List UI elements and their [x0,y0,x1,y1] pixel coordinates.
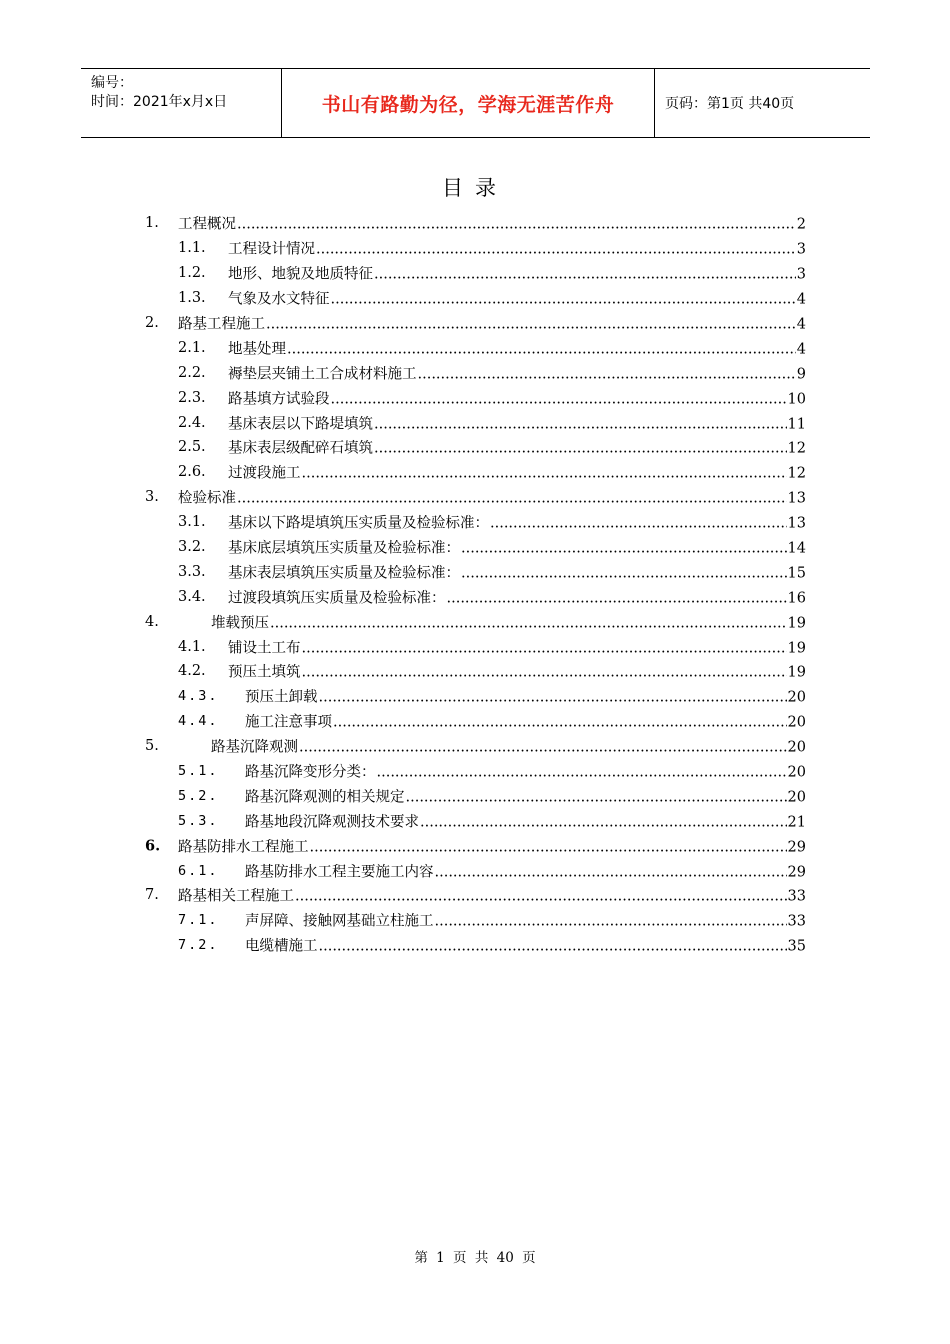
toc-entry-number: 6. [145,837,161,855]
toc-dot-leader [461,541,787,557]
toc-entry-line [228,437,806,458]
toc-entry-line [228,387,806,408]
toc-entry-number: 2.5. [178,439,206,456]
toc-entry-title: 路基填方试验段 [228,391,330,408]
toc-entry-number: 4. [145,613,159,630]
toc-entry-line [228,636,806,657]
toc-entry-number: 3. [145,489,159,506]
toc-entry-page: 29 [787,839,806,856]
toc-entry-number: 2.3. [178,389,206,406]
toc-dot-leader [435,914,787,930]
document-number-label: 编号： [91,75,133,91]
toc-dot-leader [287,341,796,357]
toc-dot-leader [302,640,787,656]
toc-entry-title: 工程概况 [178,216,236,233]
toc-entry-line [228,263,806,284]
toc-entry-title: 基床底层填筑压实质量及检验标准： [228,540,460,557]
toc-entry-title: 基床表层填筑压实质量及检验标准： [228,565,460,582]
toc-entry-line [245,686,806,707]
toc-entry[interactable] [145,709,806,734]
toc-entry-page: 19 [787,640,806,657]
toc-entry-line [178,885,806,906]
toc-entry[interactable] [145,858,806,883]
toc-entry-line [228,337,806,358]
toc-entry-page: 11 [787,416,806,433]
toc-dot-leader [406,789,787,805]
toc-entry-line [228,238,806,259]
toc-entry-page: 4 [796,341,806,358]
toc-entry[interactable] [145,435,806,460]
toc-entry[interactable] [145,684,806,709]
toc-entry-title: 工程设计情况 [228,241,315,258]
toc-entry-line [178,487,806,508]
toc-entry-title: 路基相关工程施工 [178,888,294,905]
toc-entry-page: 15 [787,565,806,582]
toc-entry[interactable] [145,659,806,684]
toc-entry-page: 29 [787,864,806,881]
toc-dot-leader [331,391,787,407]
toc-entry-title: 基床以下路堤填筑压实质量及检验标准： [228,515,489,532]
toc-entry-line [245,711,806,732]
toc-entry-page: 3 [796,266,806,283]
toc-entry-line [178,835,806,856]
toc-entry-title: 气象及水文特征 [228,291,330,308]
toc-entry[interactable] [145,933,806,958]
toc-entry-page: 20 [787,714,806,731]
toc-entry-title: 路基沉降观测 [211,739,298,756]
toc-entry-line [228,537,806,558]
toc-entry-page: 4 [796,316,806,333]
toc-dot-leader [266,317,796,333]
toc-entry-title: 声屏障、接触网基础立柱施工 [245,913,434,930]
header-page-info: 页码：第1页 共40页 [665,96,795,112]
toc-entry[interactable] [145,535,806,560]
toc-entry-line [245,785,806,806]
toc-entry-line [228,462,806,483]
toc-dot-leader [319,939,787,955]
toc-entry-page: 12 [787,465,806,482]
toc-entry[interactable] [145,908,806,933]
toc-dot-leader [299,740,787,756]
toc-entry-page: 9 [796,366,806,383]
toc-entry-title: 路基地段沉降观测技术要求 [245,814,419,831]
toc-entry-title: 检验标准 [178,490,236,507]
toc-entry-number: 2.6. [178,464,206,481]
toc-entry-line [178,213,806,234]
toc-dot-leader [420,814,787,830]
toc-entry[interactable] [145,609,806,634]
toc-entry[interactable] [145,510,806,535]
toc-entry-number: 1.1. [178,240,206,257]
toc-entry-page: 33 [787,913,806,930]
header-motto: 书山有路勤为径，学海无涯苦作舟 [282,69,655,137]
toc-entry-title: 电缆槽施工 [245,938,318,955]
toc-entry-number: 3.2. [178,539,206,556]
toc-dot-leader [310,839,787,855]
toc-entry[interactable] [145,485,806,510]
toc-entry-number: 3.4. [178,588,206,605]
toc-entry-number: 6.1. [178,862,219,879]
toc-entry-number: 5.1. [178,763,219,780]
toc-entry-title: 基床表层级配碎石填筑 [228,440,373,457]
toc-entry-page: 14 [787,540,806,557]
toc-entry-line [228,586,806,607]
toc-entry-title: 过渡段填筑压实质量及检验标准： [228,590,446,607]
toc-entry-title: 地形、地貌及地质特征 [228,266,373,283]
toc-entry-line [245,761,806,782]
toc-entry[interactable] [145,634,806,659]
toc-entry-page: 33 [787,888,806,905]
toc-dot-leader [374,267,796,283]
toc-entry-page: 20 [787,764,806,781]
toc-entry[interactable] [145,286,806,311]
toc-entry-number: 7. [145,887,159,904]
toc-entry[interactable] [145,261,806,286]
toc-entry-line [228,512,806,533]
toc-entry[interactable] [145,883,806,908]
toc-dot-leader [418,366,796,382]
toc-entry-page: 20 [787,689,806,706]
toc-entry-number: 2.2. [178,364,206,381]
toc-entry-line [211,736,806,757]
toc-entry-number: 1.2. [178,265,206,282]
toc-dot-leader [237,217,796,233]
toc-dot-leader [447,590,787,606]
toc-entry[interactable] [145,311,806,336]
toc-entry-number: 3.3. [178,563,206,580]
toc-dot-leader [237,491,787,507]
toc-entry-number: 2. [145,315,159,331]
toc-entry[interactable] [145,385,806,410]
toc-dot-leader [316,242,796,258]
toc-dot-leader [461,565,787,581]
toc-entry-title: 路基工程施工 [178,316,265,333]
toc-entry-title: 褥垫层夹铺土工合成材料施工 [228,366,417,383]
toc-entry-page: 21 [787,814,806,831]
toc-entry-line [228,412,806,433]
toc-entry-title: 铺设土工布 [228,640,301,657]
toc-entry-number: 2.1. [178,339,206,356]
toc-dot-leader [331,292,796,308]
toc-entry-line [245,935,806,956]
toc-entry[interactable] [145,833,806,858]
toc-entry[interactable] [145,759,806,784]
toc-dot-leader [319,690,787,706]
toc-entry[interactable] [145,236,806,261]
toc-entry-title: 路基防排水工程施工 [178,839,309,856]
header-meta-cell [81,69,282,137]
toc-entry-title: 路基沉降变形分类： [245,764,376,781]
toc-entry-number: 5.2. [178,787,219,804]
toc-entry-page: 13 [787,515,806,532]
toc-entry-title: 预压土卸载 [245,689,318,706]
toc-entry-number: 3.1. [178,514,206,531]
toc-entry-page: 12 [787,440,806,457]
toc-entry-line [228,362,806,383]
toc-entry[interactable] [145,783,806,808]
toc-entry-line [178,313,806,334]
toc-dot-leader [333,715,787,731]
toc-entry-page: 2 [796,216,806,233]
toc-entry-page: 20 [787,739,806,756]
toc-entry-page: 3 [796,241,806,258]
toc-dot-leader [374,441,787,457]
toc-entry-page: 13 [787,490,806,507]
page-header [81,68,870,138]
toc-entry-number: 4.4. [178,713,219,730]
toc-entry-line [245,810,806,831]
document-date-label: 时间：2021年x月x日 [91,94,228,110]
toc-entry-line [211,611,806,632]
toc-entry[interactable] [145,410,806,435]
toc-entry-page: 16 [787,590,806,607]
toc-entry-page: 4 [796,291,806,308]
toc-entry[interactable] [145,211,806,236]
toc-dot-leader [270,615,787,631]
toc-entry-page: 20 [787,789,806,806]
toc-entry-line [228,661,806,682]
toc-entry-title: 堆载预压 [211,615,269,632]
toc-entry-number: 7.1. [178,912,219,929]
toc-entry-page: 19 [787,615,806,632]
toc-entry[interactable] [145,584,806,609]
page-footer: 第 1 页 共 40 页 [414,1250,536,1266]
toc-entry-line [245,910,806,931]
toc-dot-leader [302,665,787,681]
toc-entry-line [245,860,806,881]
table-of-contents [145,211,806,958]
toc-dot-leader [435,864,787,880]
toc-dot-leader [302,466,787,482]
toc-entry-title: 路基防排水工程主要施工内容 [245,864,434,881]
toc-entry-title: 基床表层以下路堤填筑 [228,416,373,433]
toc-entry-number: 5. [145,738,159,755]
toc-entry-number: 7.2. [178,937,219,954]
toc-entry[interactable] [145,559,806,584]
toc-entry-number: 4.3. [178,688,219,705]
toc-entry-title: 预压土填筑 [228,664,301,681]
toc-entry-number: 1.3. [178,290,206,307]
toc-entry-number: 4.2. [178,663,206,680]
toc-entry-number: 5.3. [178,812,219,829]
toc-entry-title: 施工注意事项 [245,714,332,731]
toc-entry-title: 地基处理 [228,341,286,358]
toc-dot-leader [377,765,787,781]
toc-entry-number: 4.1. [178,638,206,655]
toc-entry[interactable] [145,460,806,485]
toc-dot-leader [295,889,787,905]
toc-entry[interactable] [145,360,806,385]
toc-entry-page: 10 [787,391,806,408]
toc-entry-title: 过渡段施工 [228,465,301,482]
toc-entry-number: 1. [145,215,159,232]
toc-entry-title: 路基沉降观测的相关规定 [245,789,405,806]
toc-entry-line [228,561,806,582]
toc-entry[interactable] [145,734,806,759]
toc-title: 目录 [442,176,508,200]
toc-entry-number: 2.4. [178,414,206,431]
toc-dot-leader [490,516,787,532]
toc-entry-line [228,288,806,309]
toc-entry-page: 19 [787,664,806,681]
toc-entry-page: 35 [787,938,806,955]
toc-entry[interactable] [145,335,806,360]
toc-entry[interactable] [145,808,806,833]
toc-dot-leader [374,416,787,432]
